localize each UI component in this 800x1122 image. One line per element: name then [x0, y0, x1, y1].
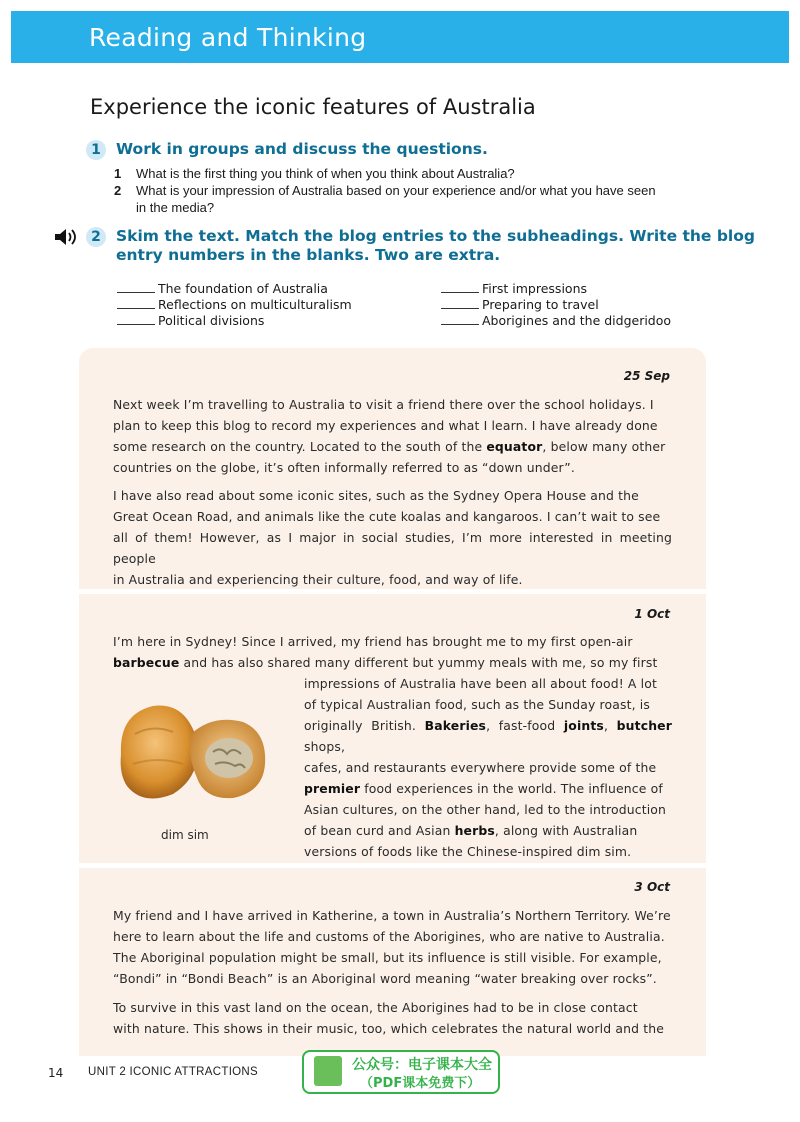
subheading-option[interactable]: Aborigines and the didgeridoo [441, 313, 671, 328]
dim-sim-image [113, 694, 273, 809]
entry-date: 1 Oct [634, 607, 670, 621]
book-logo-icon [314, 1056, 342, 1086]
entry-paragraph: I have also read about some iconic sites, such as the Sydney Opera House and the Great Ocean Road, and animals like the cute koalas and kangaroos. I can’t wait to see all of them! However, as I major in social studies, I’m more interested in meeting people in Australia and experiencing their culture, food, and way of life. [113, 488, 672, 587]
watermark-line2: （PDF课本免费下） [360, 1076, 481, 1091]
task-number-badge: 1 [86, 140, 106, 160]
speaker-icon[interactable] [54, 228, 78, 250]
entry-paragraph: Next week I’m travelling to Australia to visit a friend there over the school holidays. I plan to keep this blog to record my experiences and what I learn. I have already done some research on the country. Located to the south of the equator, below many other countries on the globe, it’s often informally referred to as “down under”. [113, 397, 666, 475]
question-1: 1 What is the first thing you think of when you think about Australia? [114, 166, 515, 181]
question-2-continued: in the media? [136, 200, 215, 215]
page-number: 14 [48, 1066, 64, 1080]
blog-entry-3 [79, 868, 706, 1056]
subheading-option[interactable]: Political divisions [117, 313, 264, 328]
task-number-badge: 2 [86, 227, 106, 247]
task-1-instruction: Work in groups and discuss the questions. [116, 140, 488, 158]
question-2: 2 What is your impression of Australia based on your experience and/or what you have seen [114, 183, 656, 198]
entry-paragraph: To survive in this vast land on the ocean, the Aborigines had to be in close contact with nature. This shows in their music, too, which celebrates the natural world and the [113, 1000, 664, 1036]
subheading-option[interactable]: Preparing to travel [441, 297, 599, 312]
watermark-line1: 公众号：电子课本大全 [352, 1057, 492, 1073]
entry-paragraph-wrapped: impressions of Australia have been all about food! A lot of typical Australian food, such as the Sunday roast, is originally British. Bakeries, fast-food joints, butcher shops, cafes, and restaurants everywhere provide some of the premier food experiences in the world. The influence of Asian cultures, on the other hand, led to the introduction of bean curd and Asian herbs, along with Australian versions of foods like the Chinese-inspired dim sim. [304, 676, 672, 859]
watermark-stamp [302, 1050, 500, 1094]
task-2-instruction-line2: entry numbers in the blanks. Two are extra. [116, 246, 501, 264]
subheading-option[interactable]: The foundation of Australia [117, 281, 328, 296]
unit-label: UNIT 2 ICONIC ATTRACTIONS [88, 1066, 259, 1078]
image-caption: dim sim [161, 828, 209, 842]
task-1-heading [86, 140, 488, 160]
blog-entry-2 [79, 594, 706, 863]
entry-paragraph: I’m here in Sydney! Since I arrived, my friend has brought me to my first open-air barbecue and has also shared many different but yummy meals with me, so my first [113, 634, 658, 670]
task-2-heading [86, 227, 755, 265]
header-title: Reading and Thinking [89, 23, 367, 52]
task-2-instruction-line1: Skim the text. Match the blog entries to the subheadings. Write the blog [116, 227, 755, 245]
entry-date: 25 Sep [623, 369, 670, 383]
subheading-option[interactable]: First impressions [441, 281, 587, 296]
entry-paragraph: My friend and I have arrived in Katherine, a town in Australia’s Northern Territory. We’re here to learn about the life and customs of the Aborigines, who are native to Australia. The Aboriginal population might be small, but its influence is still visible. For example, “Bondi” in “Bondi Beach” is an Aboriginal word meaning “water breaking over rocks”. [113, 908, 671, 986]
subheading-option[interactable]: Reflections on multiculturalism [117, 297, 352, 312]
section-header-bar [11, 11, 789, 63]
blog-entry-1 [79, 348, 706, 589]
entry-date: 3 Oct [634, 880, 670, 894]
section-title: Experience the iconic features of Australia [90, 95, 536, 119]
